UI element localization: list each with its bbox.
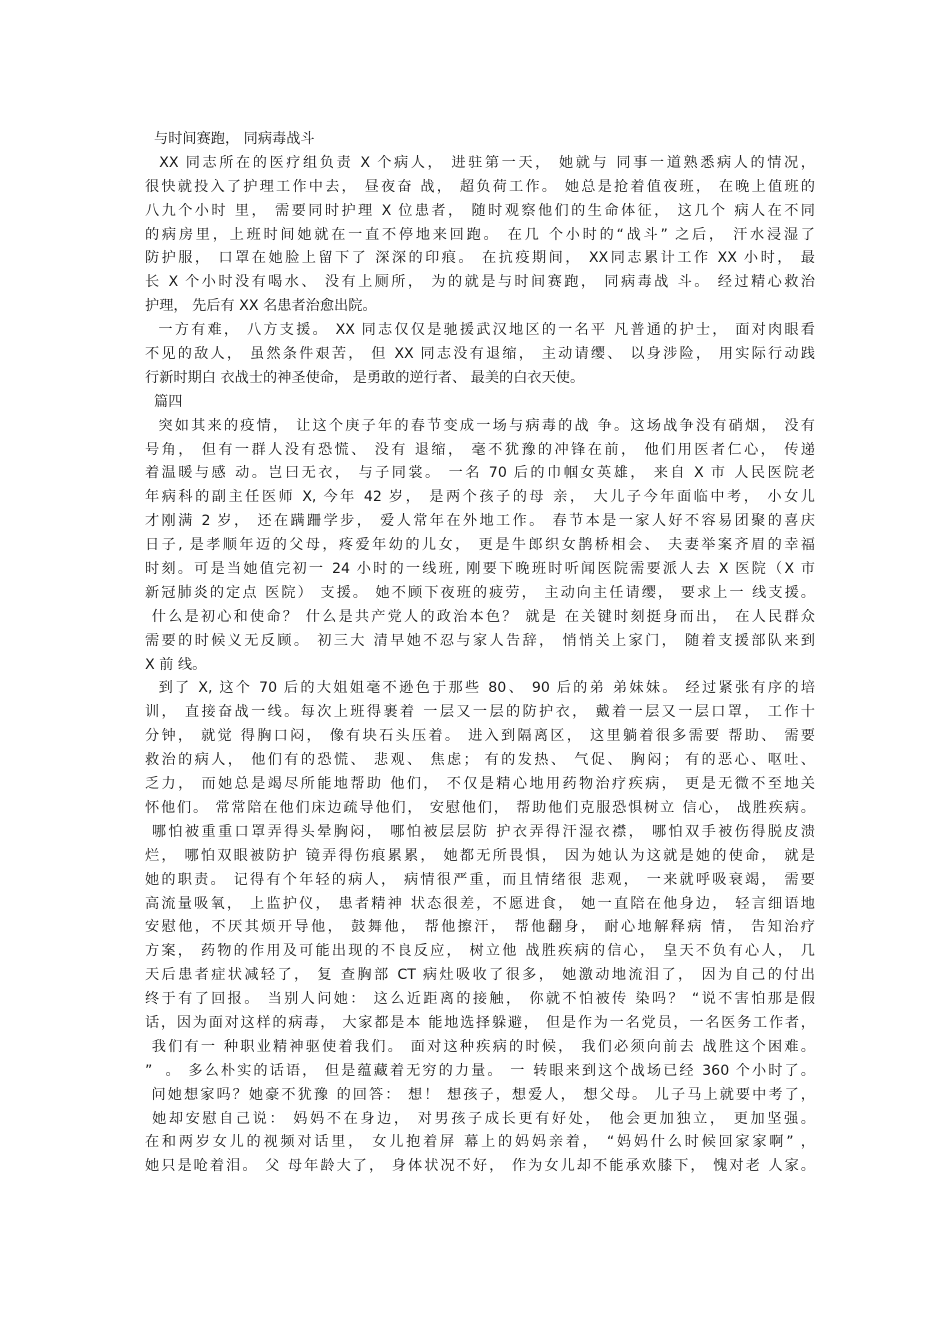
text-line: 哪怕被重重口罩弄得头晕胸闷， 哪怕被层层防 护衣弄得汗湿衣襟， 哪怕双手被伤得脱皮溃 [145, 823, 815, 840]
document-body [145, 128, 815, 1179]
text-line: 她的职责。 记得有个年轻的病人， 病情很严重，而且情绪很 悲观， 一来就呼吸衰竭， 需要 [145, 871, 815, 888]
text-line: 八九个小时 里， 需要同时护理 X 位患者， 随时观察他们的生命体征， 这几个 病人在不同 [145, 202, 815, 219]
text-line: 长 X 个小时没有喝水、 没有上厕所， 为的就是与时间赛跑， 同病毒战 斗。 经过精心救治 [145, 274, 815, 291]
section-heading: 与时间赛跑， 同病毒战斗 [145, 131, 315, 147]
text-line: 救治的病人， 他们有的恐慌、 悲观、 焦虑； 有的发热、 气促、 胸闷； 有的恶心、呕吐、 [145, 752, 815, 769]
text-line: 日子, 是孝顺年迈的父母，疼爱年幼的儿女， 更是牛郎织女鹊桥相会、 夫妻举案齐眉的幸福 [145, 537, 815, 554]
text-line: 着温暖与感 动。岂曰无衣， 与子同裳。 一名 70 后的巾帼女英雄， 来自 X 市 人民医院老 [145, 465, 815, 482]
text-line: 我们有一 种职业精神驱使着我们。 面对这种疾病的时候， 我们必须向前去 战胜这个困难。 [145, 1038, 815, 1055]
text-line: 方案， 药物的作用及可能出现的不良反应， 树立他 战胜疾病的信心， 皇天不负有心人， 几 [145, 943, 815, 960]
text-line: 年病科的副主任医师 X, 今年 42 岁， 是两个孩子的母 亲， 大儿子今年面临中考， 小女儿 [145, 489, 815, 506]
text-line: 很快就投入了护理工作中去， 昼夜奋 战， 超负荷工作。 她总是抢着值夜班， 在晚上值班的 [145, 178, 815, 195]
text-line: 号角， 但有一群人没有恐慌、 没有 退缩， 毫不犹豫的冲锋在前， 他们用医者仁心， 传递 [145, 441, 815, 458]
text-line: 的病房里，上班时间她就在一直不停地来回跑。 在几 个小时的“战斗” 之后， 汗水浸湿了 [145, 226, 815, 243]
text-line: 突如其来的疫情， 让这个庚子年的春节变成一场与病毒的战 争。这场战争没有硝烟， 没有 [145, 417, 815, 434]
text-line: 分钟， 就觉 得胸口闷， 像有块石头压着。 进入到隔离区， 这里躺着很多需要 帮助、 需要 [145, 728, 815, 745]
text-line: 行新时期白 衣战士的神圣使命， 是勇敢的逆行者、 最美的白衣天使。 [145, 369, 585, 386]
text-line: 什么是初心和使命？ 什么是共产党人的政治本色？ 就是 在关键时刻挺身而出， 在人民群众 [145, 608, 815, 625]
text-line: 不见的敌人， 虽然条件艰苦， 但 XX 同志没有退缩， 主动请缨、 以身涉险， 用实际行动践 [145, 346, 815, 363]
text-line: 才刚满 2 岁， 还在蹒跚学步， 爱人常年在外地工作。 春节本是一家人好不容易团聚的喜庆 [145, 513, 815, 530]
text-line: 时刻。可是当她值完初一 24 小时的一线班, 刚要下晚班时听闻医院需要派人去 X 医院（X 市 [145, 561, 815, 578]
text-line: 乏力， 而她总是竭尽所能地帮助 他们， 不仅是精心地用药物治疗疾病， 更是无微不至地关 [145, 776, 815, 793]
text-line: 她只是呛着泪。 父 母年龄大了， 身体状况不好， 作为女儿却不能承欢膝下， 愧对老 人家。 [145, 1158, 815, 1175]
text-line: 话，因为面对这样的病毒， 大家都是本 能地选择躲避， 但是作为一名党员，一名医务工作者， [145, 1014, 815, 1031]
text-line: 到了 X, 这个 70 后的大姐姐毫不逊色于那些 80、 90 后的弟 弟妹妹。 经过紧张有序的培 [145, 680, 815, 697]
section-heading: 篇四 [145, 393, 183, 410]
text-line: 在和两岁女儿的视频对话里， 女儿抱着屏 幕上的妈妈亲着， “妈妈什么时候回家家啊” ， [145, 1134, 815, 1151]
text-line: 天后患者症状减轻了， 复 查胸部 CT 病灶吸收了很多， 她激动地流泪了， 因为自己的付出 [145, 967, 815, 984]
text-line: 安慰他，不厌其烦开导他， 鼓舞他， 帮他擦汗， 帮他翻身， 耐心地解释病 情， 告知治疗 [145, 919, 815, 936]
text-line: 新冠肺炎的定点 医院） 支援。 她不顾下夜班的疲劳， 主动向主任请缨， 要求上一 线支援。 [145, 584, 815, 601]
text-line: 终于有了回报。 当别人问她： 这么近距离的接触， 你就不怕被传 染吗？ “说不害怕那是假 [145, 991, 815, 1008]
text-line: 一方有难， 八方支援。 XX 同志仅仅是驰援武汉地区的一名平 凡普通的护士， 面对肉眼看 [145, 322, 815, 339]
text-line: ” 。 多么朴实的话语， 但是蕴藏着无穷的力量。 一 转眼来到这个战场已经 360 个小时了。 [145, 1062, 815, 1079]
text-line: 护理， 先后有 XX 名患者治愈出院。 [145, 298, 377, 315]
text-line: XX 同志所在的医疗组负责 X 个病人， 进驻第一天， 她就与 同事一道熟悉病人的情况， [145, 154, 815, 171]
text-line: X 前 线。 [145, 656, 207, 673]
text-line: 训， 直接奋战一线。每次上班得裹着 一层又一层的防护衣， 戴着一层又一层口罩， 工作十 [145, 704, 815, 721]
text-line: 问她想家吗？她豪不犹豫 的回答： 想！ 想孩子，想爱人， 想父母。 儿子马上就要中考了， [145, 1086, 815, 1103]
text-line: 烂， 哪怕双眼被防护 镜弄得伤痕累累， 她都无所畏惧， 因为她认为这就是她的使命， 就是 [145, 847, 815, 864]
text-line: 防护服， 口罩在她脸上留下了 深深的印痕。 在抗疫期间， XX同志累计工作 XX 小时， 最 [145, 250, 815, 267]
text-line: 高流量吸氧， 上监护仪， 患者精神 状态很差，不愿进食， 她一直陪在他身边， 轻言细语地 [145, 895, 815, 912]
text-line: 她却安慰自己说： 妈妈不在身边， 对男孩子成长更有好处， 他会更加独立， 更加坚强。 [145, 1110, 815, 1127]
text-line: 需要的时候义无反顾。 初三大 清早她不忍与家人告辞， 悄悄关上家门， 随着支援部队来到 [145, 632, 815, 649]
text-line: 怀他们。 常常陪在他们床边疏导他们， 安慰他们， 帮助他们克服恐惧树立 信心， 战胜疾病。 [145, 799, 815, 816]
